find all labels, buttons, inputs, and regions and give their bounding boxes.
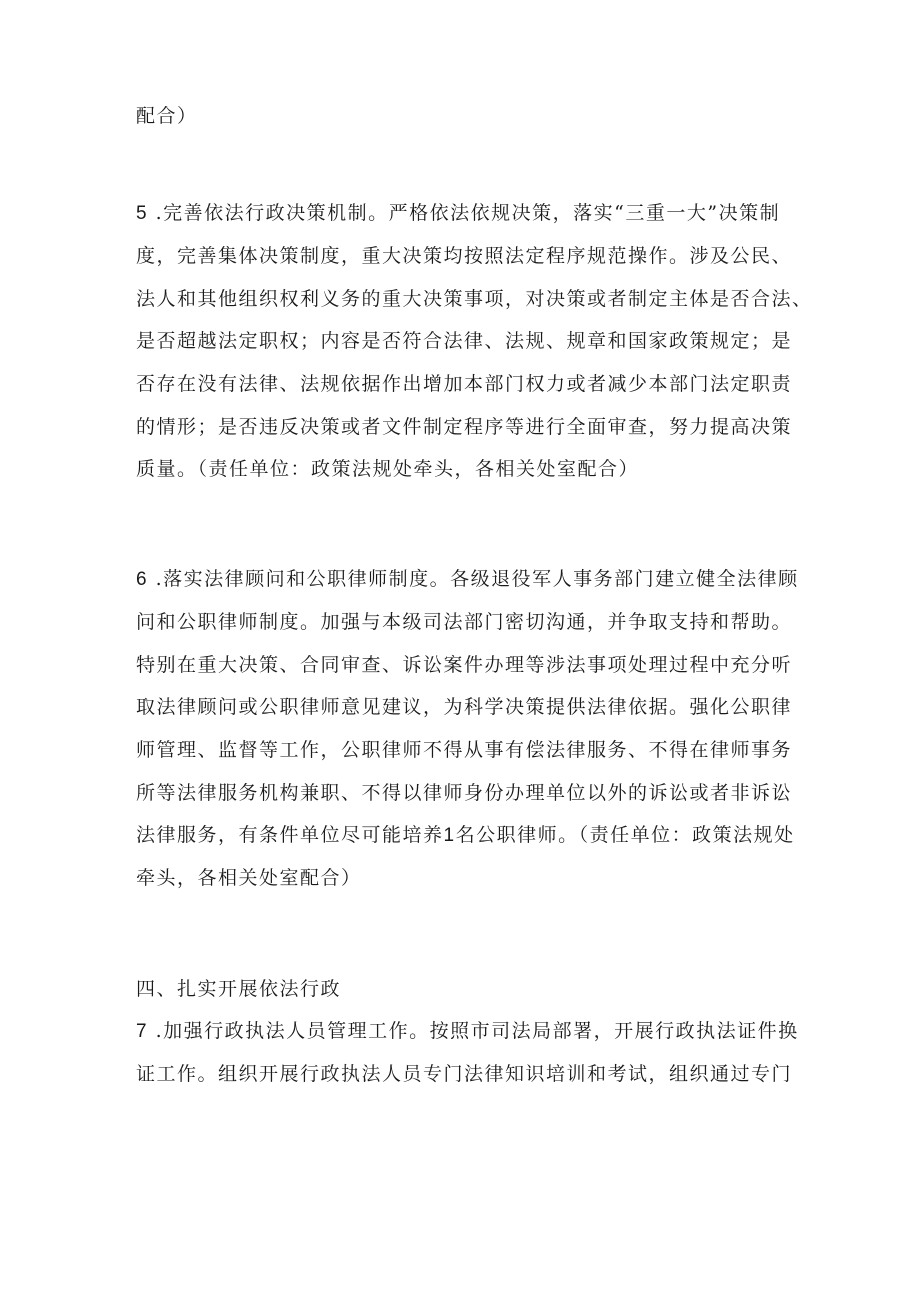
section5-line-2: 度，完善集体决策制度，重大决策均按照法定程序规范操作。涉及公民、 <box>136 245 793 267</box>
section6-line-1 <box>136 566 799 593</box>
section6-line-3: 特别在重大决策、合同审查、诉讼案件办理等涉法事项处理过程中充分听 <box>136 654 793 676</box>
section-heading-4: 四、扎实开展依法行政 <box>136 978 342 1000</box>
section5-line-1-text: .完善依法行政决策机制。严格依法依规决策，落实“三重一大”决策制 <box>148 202 781 224</box>
section6-line-7-number: 1 <box>443 825 456 846</box>
section6-line-7 <box>136 822 796 849</box>
section5-line-3: 法人和其他组织权利义务的重大决策事项，对决策或者制定主体是否合法、 <box>136 288 813 310</box>
section6-number: 6 <box>136 569 149 590</box>
section6-line-1-text: .落实法律顾问和公职律师制度。各级退役军人事务部门建立健全法律顾 <box>148 568 799 590</box>
section5-number: 5 <box>136 203 149 224</box>
section6-line-6: 所等法律服务机构兼职、不得以律师身份办理单位以外的诉讼或者非诉讼 <box>136 782 793 804</box>
section5-line-5: 否存在没有法律、法规依据作出增加本部门权力或者减少本部门法定职责 <box>136 373 793 395</box>
section5-line-1 <box>136 200 796 227</box>
section6-line-4: 取法律顾问或公职律师意见建议，为科学决策提供法律依据。强化公职律 <box>136 696 793 718</box>
section5-line-7: 质量。（责任单位：政策法规处牵头，各相关处室配合） <box>136 458 640 480</box>
section5-line-4: 是否超越法定职权；内容是否符合法律、法规、规章和国家政策规定；是 <box>136 330 793 352</box>
paragraph-fragment-top: 配合） <box>136 105 198 127</box>
section6-line-7a: 法律服务，有条件单位尽可能培养 <box>136 824 444 846</box>
section6-line-7b: 名公职律师。（责任单位：政策法规处 <box>455 824 795 846</box>
section6-line-2: 问和公职律师制度。加强与本级司法部门密切沟通，并争取支持和帮助。 <box>136 611 793 633</box>
section6-line-5: 师管理、监督等工作，公职律师不得从事有偿法律服务、不得在律师事务 <box>136 739 793 761</box>
section7-line-1-text: .加强行政执法人员管理工作。按照市司法局部署，开展行政执法证件换 <box>148 1020 799 1042</box>
section7-number: 7 <box>136 1021 149 1042</box>
section7-line-2: 证工作。组织开展行政执法人员专门法律知识培训和考试，组织通过专门 <box>136 1063 793 1085</box>
section6-line-8: 牵头，各相关处室配合） <box>136 867 362 889</box>
section5-line-6: 的情形；是否违反决策或者文件制定程序等进行全面审查，努力提高决策 <box>136 416 793 438</box>
section7-line-1 <box>136 1018 799 1045</box>
